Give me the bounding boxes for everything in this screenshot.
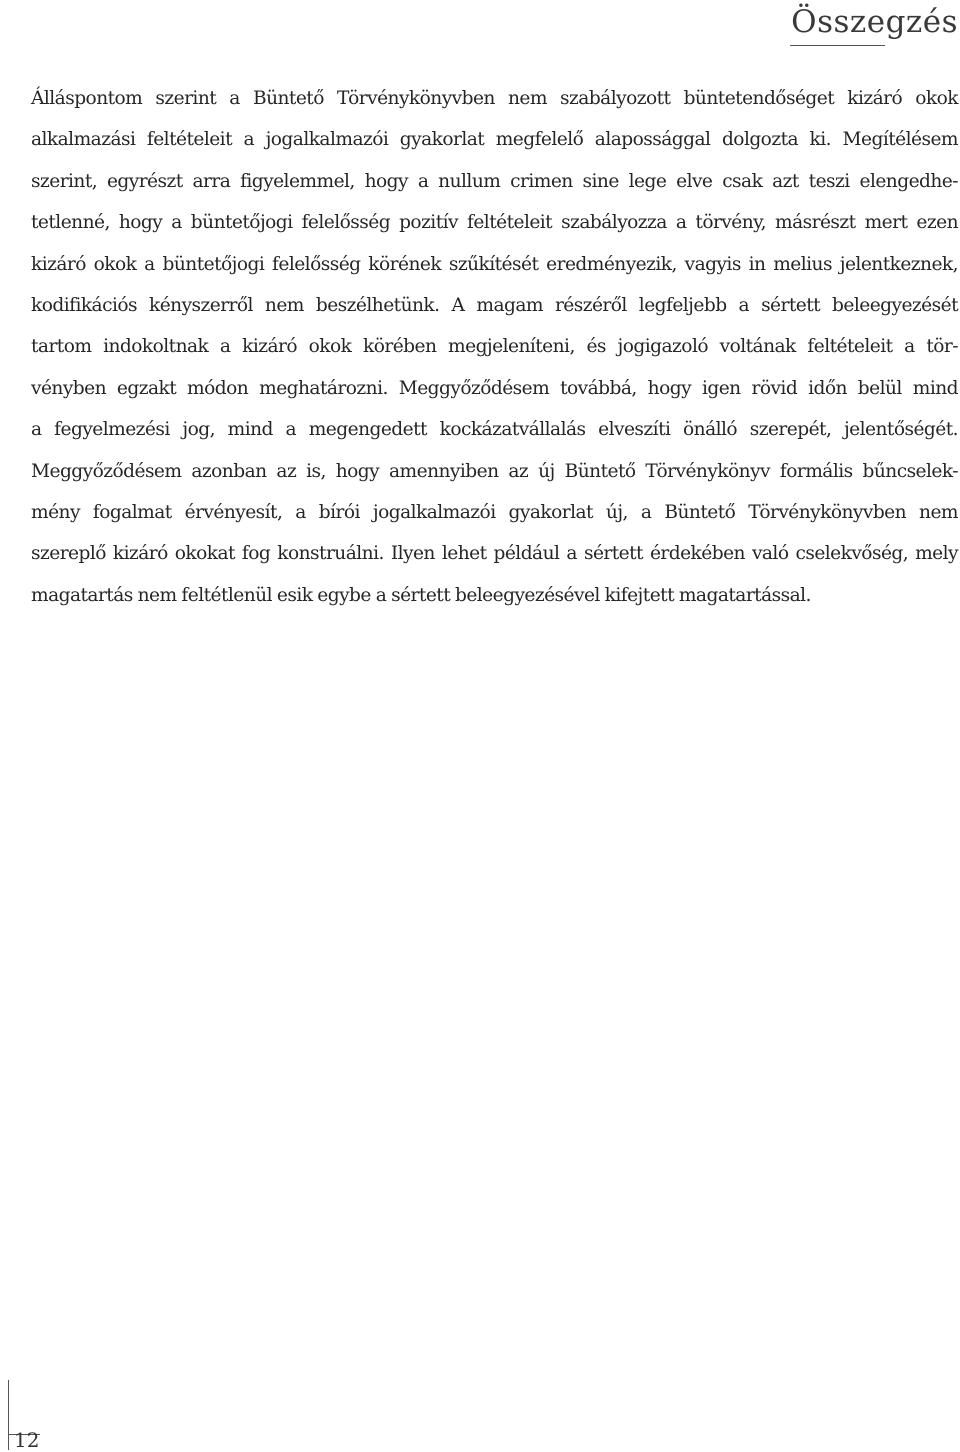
summary-paragraph	[31, 78, 958, 616]
paragraph-line: magatartás nem feltétlenül esik egybe a sértett beleegyezésével kifejtett magatartással.	[31, 584, 811, 606]
paragraph-line: Meggyőződésem azonban az is, hogy amennyiben az új Büntető Törvénykönyv formális bűncselek-	[31, 460, 958, 482]
chapter-header: Összegzés	[791, 4, 958, 40]
paragraph-line: kodifikációs kényszerről nem beszélhetünk. A magam részéről legfeljebb a sértett beleegyezését	[31, 294, 958, 316]
paragraph-line: tartom indokoltnak a kizáró okok körében megjeleníteni, és jogigazoló voltának feltételeit a tör-	[31, 336, 958, 358]
paragraph-line: tetlenné, hogy a büntetőjogi felelősség pozitív feltételeit szabályozza a törvény, másrészt mert ezen	[31, 212, 958, 234]
paragraph-line: mény fogalmat érvényesít, a bírói jogalkalmazói gyakorlat új, a Büntető Törvénykönyvben nem	[31, 501, 958, 523]
paragraph-line: szerint, egyrészt arra figyelemmel, hogy a nullum crimen sine lege elve csak azt teszi elengedhe-	[31, 170, 958, 192]
paragraph-line: kizáró okok a büntetőjogi felelősség körének szűkítését eredményezik, vagyis in melius jelentkeznek,	[31, 253, 958, 275]
page-number: 12	[14, 1428, 40, 1452]
paragraph-line: szereplő kizáró okokat fog konstruálni. Ilyen lehet például a sértett érdekében való cselekvőség, mely	[31, 543, 958, 565]
paragraph-line: Álláspontom szerint a Büntető Törvénykönyvben nem szabályozott büntetendőséget kizáró okok	[31, 88, 958, 109]
paragraph-line: a fegyelmezési jog, mind a megengedett kockázatvállalás elveszíti önálló szerepét, jelentőségét.	[31, 419, 958, 441]
page-corner-vertical-rule	[8, 1380, 9, 1450]
paragraph-line: alkalmazási feltételeit a jogalkalmazói gyakorlat megfelelő alapossággal dolgozta ki. Megítélésem	[31, 129, 958, 151]
paragraph-line: vényben egzakt módon meghatározni. Meggyőződésem továbbá, hogy igen rövid időn belül mind	[31, 377, 958, 399]
header-rule	[790, 45, 885, 46]
